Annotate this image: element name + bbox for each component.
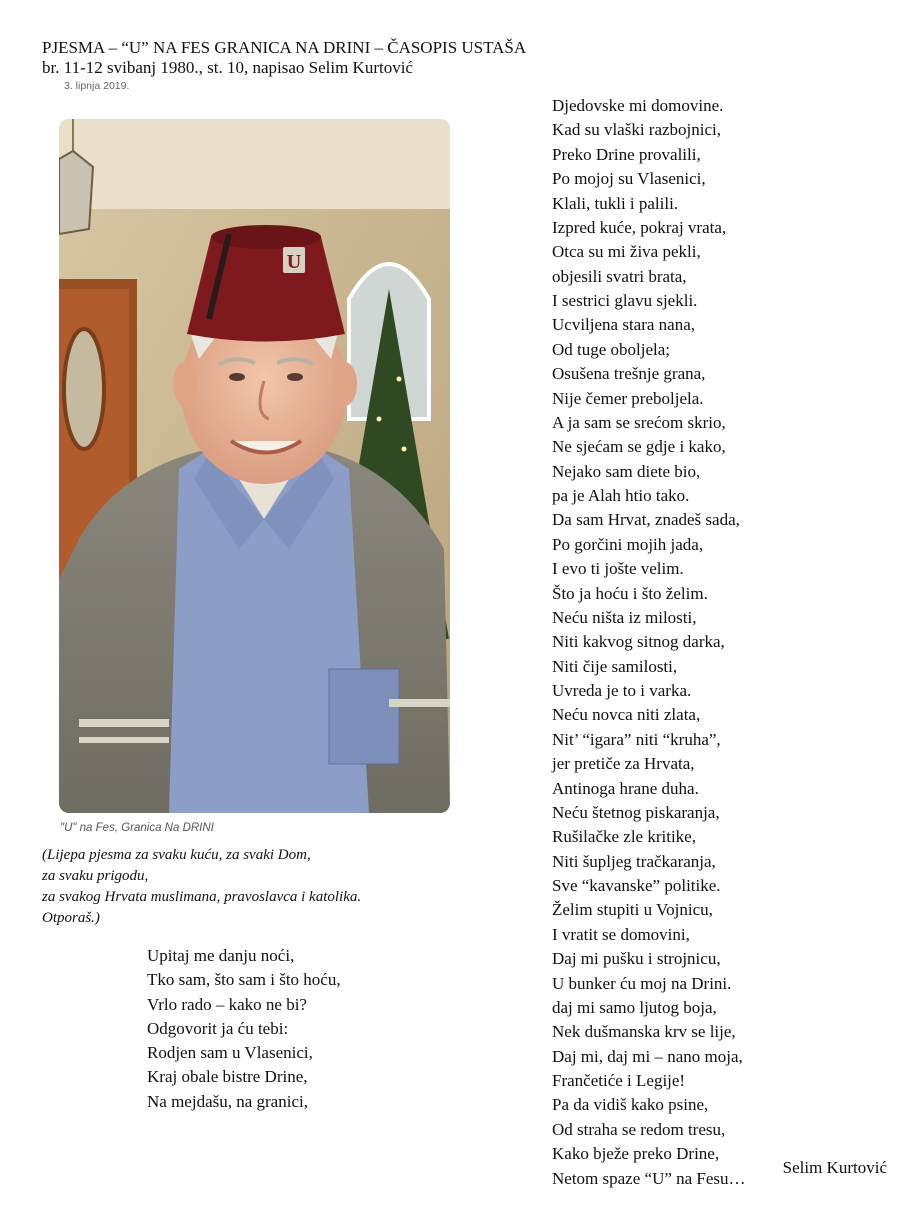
poem-line: Nit’ “igara” niti “kruha”, [552,729,721,749]
poem-line: Po gorčini mojih jada, [552,534,704,554]
poem-line: pa je Alah htio tako. [552,486,690,505]
poem-line: Neću ništa iz milosti, [552,607,697,627]
poem-line: Pa da vidiš kako psine, [552,1095,709,1115]
poem-line: Niti šupljeg tračkaranja, [552,851,716,871]
poem-line: Rodjen sam u Vlasenici, [147,1043,313,1063]
poem-line: Ne sjećam se gdje i kako, [552,437,726,457]
poem-line: Nejako sam diete bio, [552,461,701,481]
poem-line: Daj mi pušku i strojnicu, [552,949,721,969]
title-line-1: PJESMA – “U” NA FES GRANICA NA DRINI – ČASOPIS USTAŠA [42,38,527,57]
note-line: za svakog Hrvata muslimana, pravoslavca i katolika. [42,889,362,905]
portrait-photo [59,119,450,813]
poem-line: Uvreda je to i varka. [552,681,692,700]
poem-line: jer pretiče za Hrvata, [552,754,695,774]
poem-line: Otca su mi živa pekli, [552,242,701,262]
poem-line: Niti čije samilosti, [552,656,678,676]
poem-line: Kad su vlaški razbojnici, [552,120,722,140]
photo-caption: "U" na Fes, Granica Na DRINI [60,822,214,834]
poem-line: Frančetiće i Legije! [552,1071,686,1090]
poem-line: objesili svatri brata, [552,266,687,286]
poem-line: Upitaj me danju noći, [147,946,295,965]
poem-line: Sve “kavanske” politike. [552,876,721,895]
poem-line: Netom spaze “U” na Fesu… [552,1168,746,1188]
poem-line: Rušilačke zle kritike, [552,827,696,847]
poem-line: Djedovske mi domovine. [552,96,724,115]
poem-right-column [552,94,746,1191]
poem-left-column [147,944,341,1114]
poem-line: Niti kakvog sitnog darka, [552,632,725,652]
poem-line: Da sam Hrvat, znadeš sada, [552,510,740,530]
poem-line: I vratit se domovini, [552,924,690,944]
poem-line: I evo ti jošte velim. [552,559,684,579]
note-line: Otporaš.) [42,910,100,926]
poem-line: Odgovorit ja ću tebi: [147,1018,289,1038]
poem-line: Izpred kuće, pokraj vrata, [552,217,727,237]
author-signature: Selim Kurtović [782,1158,887,1177]
poem-line: Kako bježe preko Drine, [552,1144,720,1164]
note-line: (Lijepa pjesma za svaku kuću, za svaki Dom, [42,847,311,863]
poem-line: Neću štetnog piskaranja, [552,802,720,822]
dedication-note [42,845,361,929]
poem-line: Tko sam, što sam i što hoću, [147,970,341,990]
poem-line: Od straha se redom tresu, [552,1119,726,1139]
poem-line: daj mi samo ljutog boja, [552,997,717,1017]
document-title [42,38,526,78]
poem-line: Vrlo rado – kako ne bi? [147,994,307,1014]
poem-line: Po mojoj su Vlasenici, [552,169,706,189]
fez-badge-letter: U [286,251,302,273]
poem-line: Ucviljena stara nana, [552,315,696,335]
poem-line: Kraj obale bistre Drine, [147,1067,308,1087]
poem-line: Želim stupiti u Vojnicu, [552,900,713,920]
poem-line: A ja sam se srećom skrio, [552,412,726,432]
poem-line: Neću novca niti zlata, [552,705,701,725]
poem-line: Daj mi, daj mi – nano moja, [552,1046,743,1066]
poem-line: Nek dušmanska krv se lije, [552,1022,736,1042]
poem-line: I sestrici glavu sjekli. [552,291,698,310]
poem-line: Preko Drine provalili, [552,144,701,164]
poem-line: Osušena trešnje grana, [552,364,706,384]
poem-line: Na mejdašu, na granici, [147,1091,308,1111]
poem-line: Nije čemer preboljela. [552,388,704,408]
poem-line: Antinoga hrane duha. [552,778,699,798]
poem-line: Klali, tukli i palili. [552,193,679,213]
poem-line: U bunker ću moj na Drini. [552,973,732,993]
poem-line: Što ja hoću i što želim. [552,583,708,603]
publish-date: 3. lipnja 2019. [64,80,130,92]
title-line-2: br. 11-12 svibanj 1980., st. 10, napisao Selim Kurtović [42,58,413,77]
note-line: za svaku prigodu, [42,868,149,884]
poem-line: Od tuge oboljela; [552,339,671,359]
